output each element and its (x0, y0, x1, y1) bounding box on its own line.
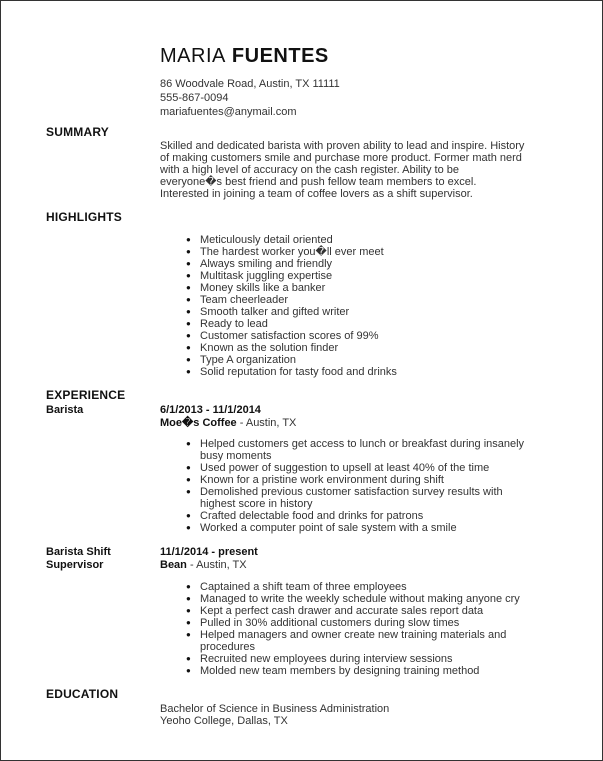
job-dates: 6/1/2013 - 11/1/2014 (160, 404, 261, 416)
job-duties (186, 438, 571, 534)
list-item: ● Known for a pristine work environment during shift (186, 474, 571, 486)
job-location: - Austin, TX (236, 417, 297, 429)
list-item: ● Team cheerleader (186, 294, 566, 306)
phone: 555-867-0094 (160, 92, 229, 104)
summary-line: with a high level of accuracy on the cash register. Ability to be (160, 164, 459, 176)
summary-line: of making customers smile and purchase more product. Former math nerd (160, 152, 522, 164)
list-item: ● Money skills like a banker (186, 282, 566, 294)
list-item: ● Managed to write the weekly schedule without making anyone cry (186, 593, 571, 605)
highlights-list (186, 234, 566, 378)
experience-heading: EXPERIENCE (46, 388, 126, 402)
school: Yeoho College, Dallas, TX (160, 715, 288, 727)
list-item: ● Known as the solution finder (186, 342, 566, 354)
list-item: ● Molded new team members by designing training method (186, 665, 571, 677)
job-header (160, 546, 258, 572)
first-name: MARIA (160, 45, 226, 67)
degree: Bachelor of Science in Business Administration (160, 703, 390, 715)
list-item: ● Used power of suggestion to upsell at least 40% of the time (186, 462, 571, 474)
list-item: ● Multitask juggling expertise (186, 270, 566, 282)
candidate-name (160, 43, 340, 69)
list-item: ● Type A organization (186, 354, 566, 366)
company-name: Bean (160, 559, 187, 571)
job-duties (186, 581, 571, 677)
job-title: Barista (46, 404, 84, 416)
list-item: ● Recruited new employees during interview sessions (186, 653, 571, 665)
list-item: ● Always smiling and friendly (186, 258, 566, 270)
last-name: FUENTES (231, 45, 329, 67)
list-item: ● The hardest worker you�ll ever meet (186, 246, 566, 258)
summary-text (160, 140, 570, 200)
company-name: Moe�s Coffee (160, 417, 237, 429)
list-item: ● Pulled in 30% additional customers during slow times (186, 617, 571, 629)
contact-block (160, 77, 340, 119)
job-location: - Austin, TX (186, 559, 247, 571)
address: 86 Woodvale Road, Austin, TX 11111 (160, 78, 340, 90)
list-item: ● Meticulously detail oriented (186, 234, 566, 246)
job-dates: 11/1/2014 - present (160, 546, 258, 558)
summary-line: Interested in joining a team of coffee lovers as a shift supervisor. (160, 188, 473, 200)
list-item: ● Crafted delectable food and drinks for patrons (186, 510, 571, 522)
education-heading: EDUCATION (46, 687, 119, 701)
list-item: ● Kept a perfect cash drawer and accurate sales report data (186, 605, 571, 617)
list-item: ● Customer satisfaction scores of 99% (186, 330, 566, 342)
list-item: ● Helped customers get access to lunch or breakfast during insanely busy moments (186, 438, 571, 462)
job-header (160, 404, 296, 430)
list-item: ● Solid reputation for tasty food and drinks (186, 366, 566, 378)
list-item: ● Captained a shift team of three employees (186, 581, 571, 593)
list-item: ● Worked a computer point of sale system with a smile (186, 522, 571, 534)
list-item: ● Smooth talker and gifted writer (186, 306, 566, 318)
summary-line: everyone�s best friend and push fellow team members to excel. (160, 176, 477, 188)
summary-line: Skilled and dedicated barista with proven ability to lead and inspire. History (160, 140, 525, 152)
education-entry (160, 703, 389, 727)
list-item: ● Helped managers and owner create new training materials and procedures (186, 629, 571, 653)
email: mariafuentes@anymail.com (160, 106, 297, 118)
list-item: ● Ready to lead (186, 318, 566, 330)
list-item: ● Demolished previous customer satisfaction survey results with highest score in history (186, 486, 571, 510)
resume-header (160, 43, 340, 119)
job-employer (160, 559, 258, 572)
job-title: Barista Shift Supervisor (46, 546, 111, 571)
highlights-heading: HIGHLIGHTS (46, 210, 122, 224)
summary-heading: SUMMARY (46, 125, 109, 139)
job-employer (160, 417, 296, 430)
